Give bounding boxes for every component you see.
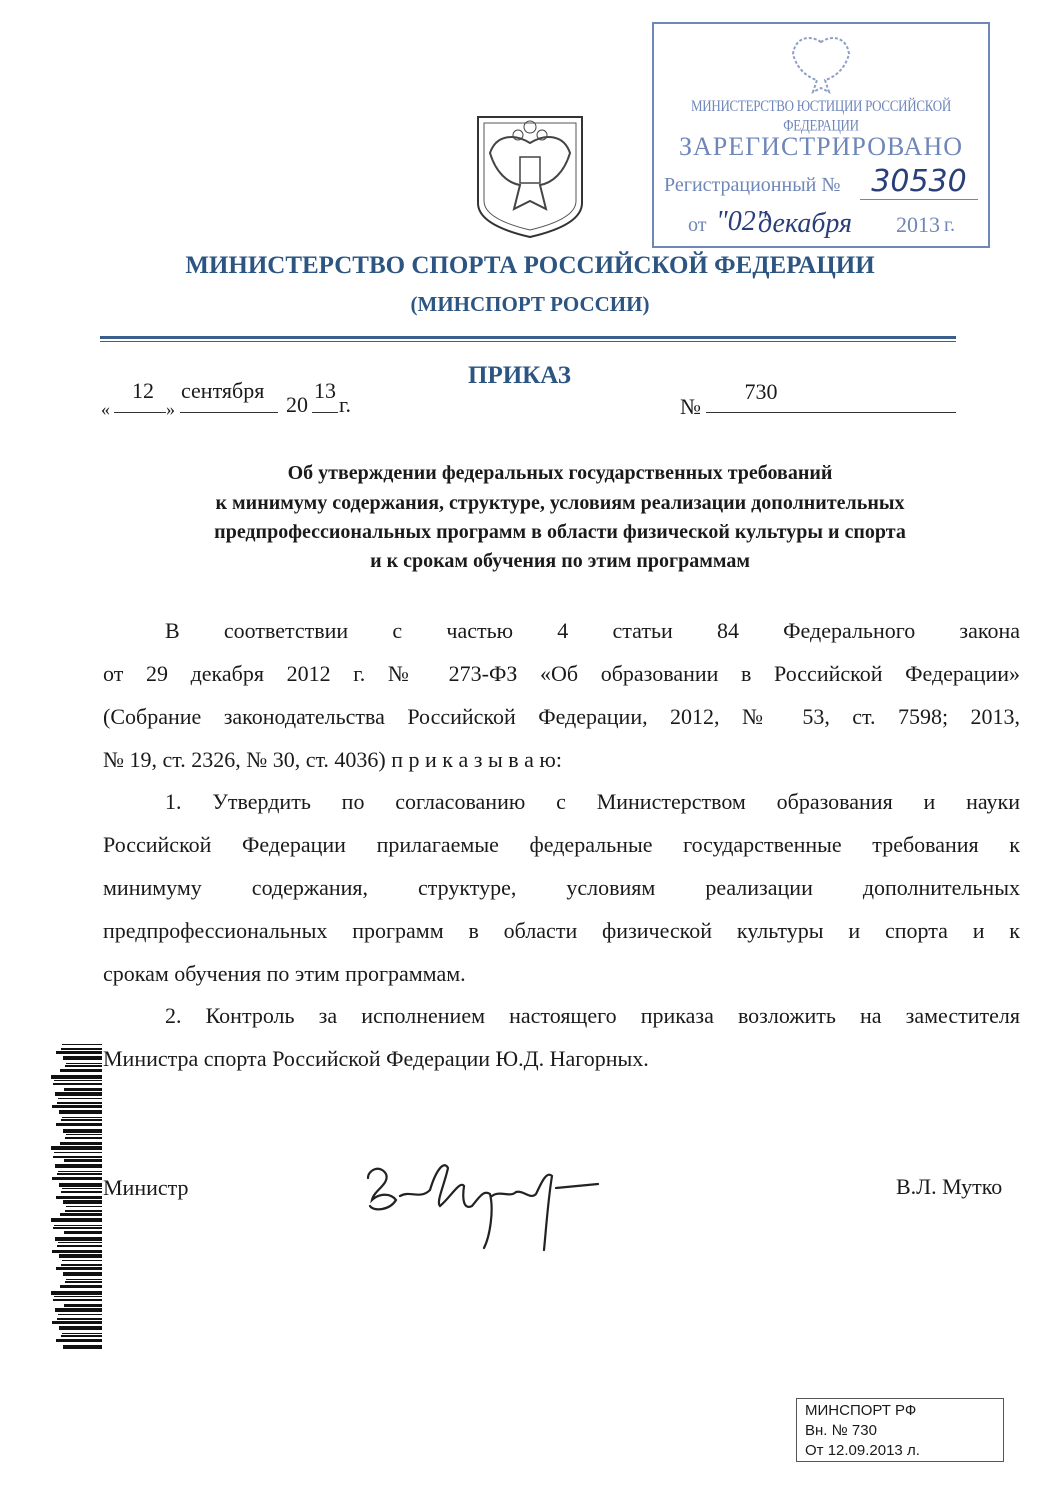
body-line: предпрофессиональных программ в области физической культуры и спорта и к [103, 918, 1020, 943]
barcode-bar [64, 1088, 102, 1091]
barcode-bar [51, 1218, 102, 1222]
barcode-bar [63, 1345, 102, 1349]
barcode-bar [52, 1177, 102, 1180]
barcode-bar [63, 1200, 102, 1204]
date-year-underline [312, 412, 338, 413]
stamp-org: МИНИСТЕРСТВО ЮСТИЦИИ РОССИЙСКОЙ ФЕДЕРАЦИИ [691, 96, 951, 134]
signatory-name: В.Л. Мутко [896, 1174, 1003, 1199]
barcode-bar [56, 1339, 102, 1342]
body-line: 2. Контроль за исполнением настоящего приказа возложить на заместителя [165, 1003, 1020, 1028]
barcode-bar [62, 1188, 102, 1189]
barcode-bar [57, 1318, 102, 1320]
body-line: минимуму содержания, структуре, условиям реализации дополнительных [103, 875, 1020, 900]
body-line: от 29 декабря 2012 г. № 273-ФЗ «Об образовании в Российской Федерации» [103, 661, 1020, 686]
barcode-bar [66, 1134, 102, 1135]
barcode-bar [64, 1159, 102, 1162]
barcode-bar [59, 1110, 102, 1114]
barcode-bar [58, 1098, 102, 1099]
number-underline [706, 412, 956, 413]
barcode-bar [66, 1206, 102, 1207]
body-line: 1. Утвердить по согласованию с Министерством образования и науки [165, 789, 1020, 814]
barcode-bar [54, 1080, 102, 1081]
barcode-bar [61, 1191, 102, 1193]
barcode-bar [56, 1267, 102, 1270]
date-day-underline [114, 412, 166, 413]
body-line: В соответствии с частью 4 статьи 84 Федерального закона [165, 618, 1020, 643]
handwritten-signature [360, 1150, 605, 1255]
header-divider [100, 336, 956, 339]
barcode-bar [53, 1227, 102, 1229]
registration-stamp [652, 22, 990, 248]
header-divider-thin [100, 341, 956, 342]
barcode-bar [55, 1237, 102, 1241]
barcode-bar [52, 1250, 102, 1253]
body-line: Министра спорта Российской Федерации Ю.Д. Нагорных. [103, 1046, 649, 1071]
signatory-position: Министр [103, 1175, 189, 1200]
stamp-status: ЗАРЕГИСТРИРОВАНО [679, 132, 963, 161]
barcode-bar [60, 1213, 102, 1216]
barcode-bar [59, 1183, 102, 1187]
date-month-underline [180, 412, 278, 413]
body-line: № 19, ст. 2326, № 30, ст. 4036) п р и к а з ы в а ю: [103, 747, 562, 772]
barcode-bar [64, 1304, 102, 1307]
barcode-bar [54, 1152, 102, 1153]
barcode-bar [53, 1083, 102, 1085]
barcode-bar [62, 1333, 102, 1334]
stamp-reg-label: Регистрационный № [664, 174, 841, 196]
barcode-bar [64, 1231, 102, 1234]
number-value: 730 [744, 379, 778, 404]
incoming-stamp [796, 1398, 1004, 1462]
body-line: срокам обучения по этим программам. [103, 961, 466, 986]
barcode-bar [63, 1056, 102, 1060]
date-suffix: г. [339, 392, 352, 417]
barcode-bar [56, 1051, 102, 1054]
barcode-bar [61, 1119, 102, 1121]
body-line: (Собрание законодательства Российской Федерации, 2012, № 53, ст. 7598; 2013, [103, 704, 1020, 729]
barcode-bar [54, 1225, 102, 1226]
barcode-bar [55, 1308, 102, 1312]
title-line: к минимуму содержания, структуре, условиям реализации дополнительных [215, 492, 905, 514]
barcode-bar [59, 1326, 102, 1330]
number-label: № [680, 394, 701, 419]
title-line: и к срокам обучения по этим программам [370, 550, 750, 572]
barcode-bar [65, 1210, 102, 1212]
stamp-reg-number: 30530 [860, 164, 978, 200]
barcode-bar [58, 1314, 102, 1315]
barcode-bar [52, 1105, 102, 1108]
barcode [50, 1044, 102, 1350]
barcode-bar [66, 1279, 102, 1280]
incoming-stamp-date: От 12.09.2013 л. [805, 1442, 920, 1459]
stamp-year: 2013 [896, 212, 940, 237]
date-close-quote: » [166, 399, 175, 419]
barcode-bar [56, 1196, 102, 1199]
barcode-bar [58, 1171, 102, 1172]
document-type: ПРИКАЗ [468, 362, 571, 389]
barcode-bar [55, 1092, 102, 1096]
barcode-bar [66, 1063, 102, 1064]
barcode-bar [57, 1245, 102, 1247]
barcode-bar [61, 1335, 102, 1337]
barcode-bar [51, 1291, 102, 1295]
barcode-bar [65, 1137, 102, 1139]
title-line: Об утверждении федеральных государственных требований [287, 462, 833, 484]
title-line: предпрофессиональных программ в области физической культуры и спорта [214, 521, 906, 543]
barcode-bar [63, 1272, 102, 1276]
barcode-bar [62, 1117, 102, 1118]
ministry-short-name: (МИНСПОРТ РОССИИ) [410, 292, 650, 316]
barcode-bar [60, 1069, 102, 1072]
incoming-stamp-number: Вн. № 730 [805, 1422, 877, 1439]
barcode-bar [61, 1264, 102, 1266]
barcode-bar [59, 1254, 102, 1258]
barcode-bar [58, 1242, 102, 1243]
stamp-date-prefix: от [688, 214, 707, 236]
ministry-name: МИНИСТЕРСТВО СПОРТА РОССИЙСКОЙ ФЕДЕРАЦИИ [185, 252, 875, 279]
date-month: сентября [181, 378, 265, 403]
stamp-year-suffix: г. [944, 214, 955, 236]
barcode-bar [60, 1285, 102, 1288]
date-day: 12 [132, 378, 154, 403]
barcode-bar [52, 1321, 102, 1324]
stamp-emblem-icon [789, 30, 853, 96]
date-open-quote: « [101, 399, 110, 419]
date-century: 20 [286, 392, 308, 417]
barcode-bar [55, 1164, 102, 1168]
barcode-bar [63, 1129, 102, 1133]
barcode-bar [62, 1260, 102, 1261]
barcode-bar [60, 1142, 102, 1145]
barcode-bar [61, 1048, 102, 1050]
barcode-bar [53, 1299, 102, 1301]
barcode-bar [53, 1156, 102, 1158]
barcode-bar [51, 1075, 102, 1079]
body-line: Российской Федерации прилагаемые федеральные государственные требования к [103, 832, 1020, 857]
incoming-stamp-org: МИНСПОРТ РФ [805, 1402, 917, 1419]
barcode-bar [65, 1065, 102, 1067]
barcode-bar [57, 1173, 102, 1175]
barcode-bar [65, 1281, 102, 1283]
stamp-month: декабря [758, 208, 853, 239]
date-year: 13 [314, 378, 336, 403]
barcode-bar [57, 1102, 102, 1104]
coat-of-arms-emblem [474, 113, 586, 241]
barcode-bar [54, 1296, 102, 1297]
stamp-day: "02" [716, 206, 768, 237]
barcode-bar [56, 1123, 102, 1126]
barcode-bar [62, 1044, 102, 1045]
barcode-bar [51, 1146, 102, 1150]
